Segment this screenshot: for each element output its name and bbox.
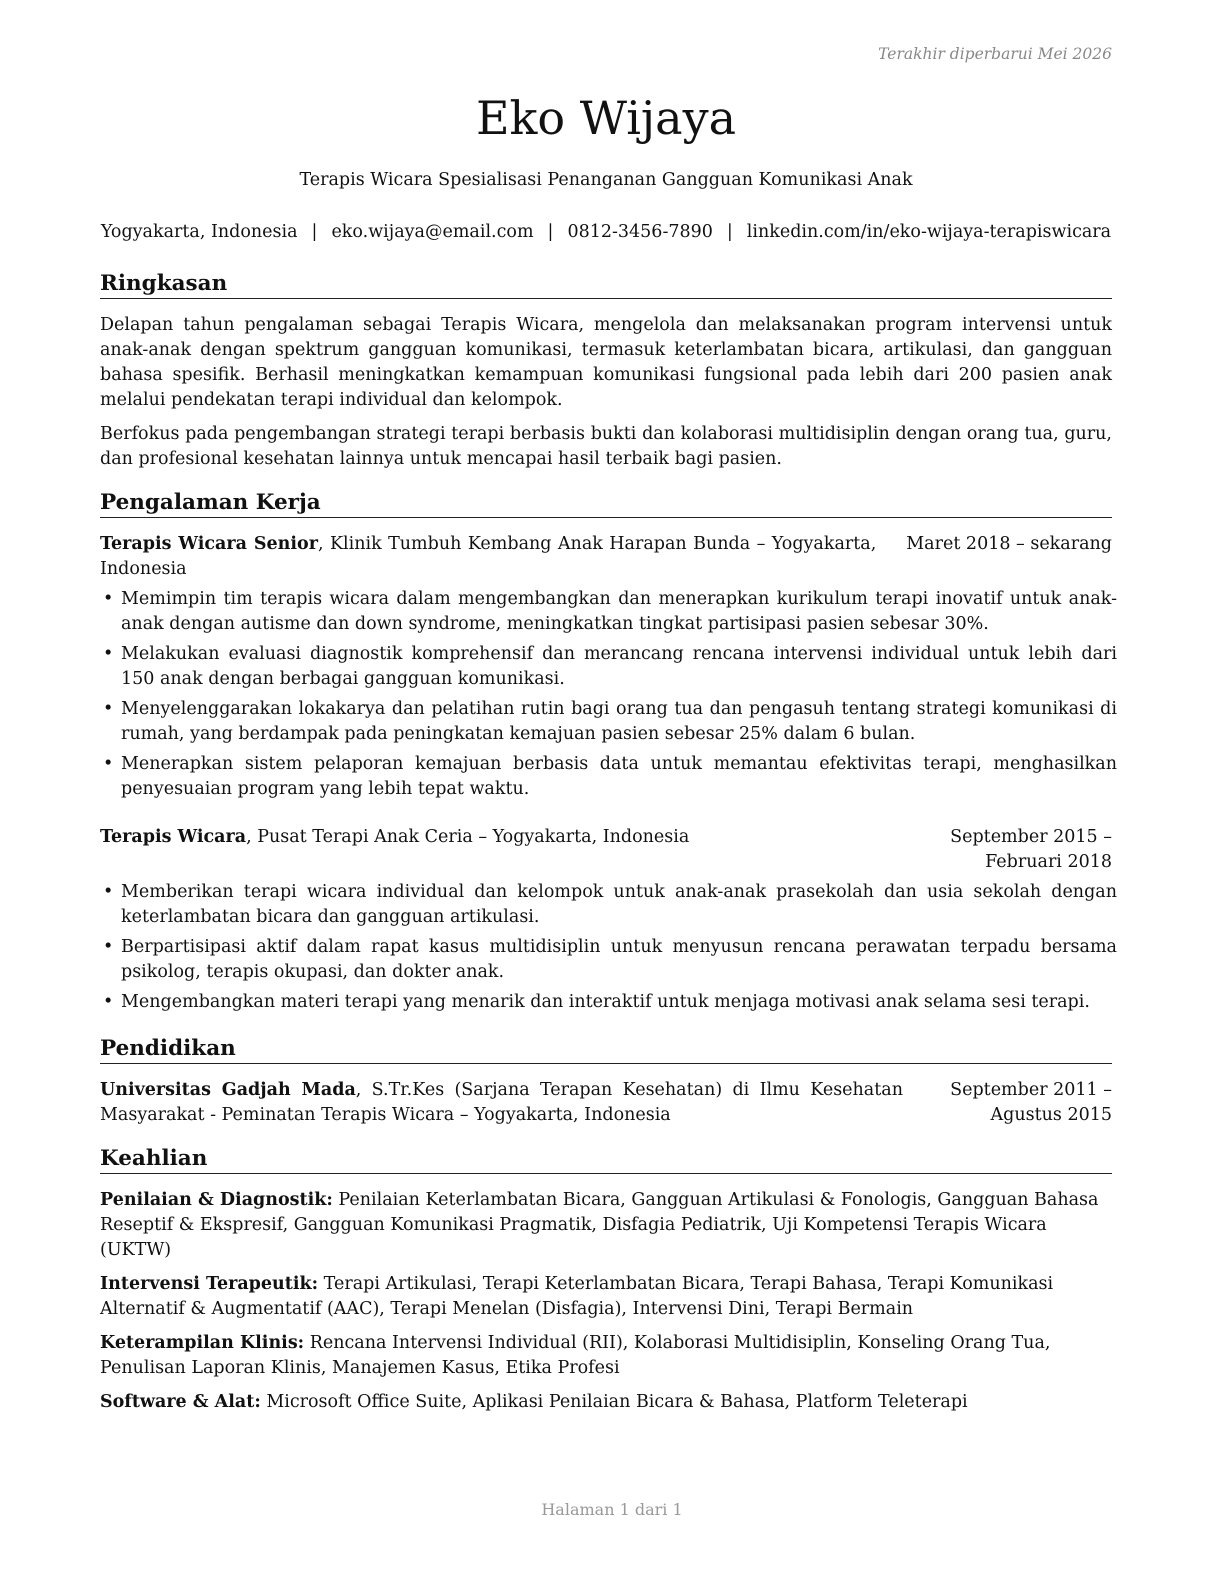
candidate-name: Eko Wijaya (475, 91, 737, 145)
summary-paragraph: Delapan tahun pengalaman sebagai Terapis Wicara, mengelola dan melaksanakan program intervensi untuk anak-anak dengan spektrum gangguan komunikasi, termasuk keterlambatan bicara, artikulasi, dan gangguan bahasa spesifik. Berhasil meningkatkan kemampuan komunikasi fungsional pada lebih dari 200 pasien anak melalui pendekatan terapi individual dan kelompok. (100, 315, 1112, 410)
contact-separator: | (547, 222, 554, 242)
bullet-text: Memberikan terapi wicara individual dan kelompok untuk anak-anak prasekolah dan usia sekolah dengan keterlambatan bicara dan gangguan artikulasi. (121, 882, 1117, 927)
skill-group (100, 1331, 1112, 1381)
job-bullet (100, 935, 1117, 985)
bullet-icon: • (103, 589, 114, 609)
education-dates: September 2011 – Agustus 2015 (950, 1080, 1112, 1125)
contact-phone[interactable]: 0812-3456-7890 (567, 222, 713, 242)
candidate-headline: Terapis Wicara Spesialisasi Penanganan Gangguan Komunikasi Anak (299, 170, 913, 190)
bullet-icon: • (103, 882, 114, 902)
skill-group-label: Intervensi Terapeutik: (100, 1274, 319, 1294)
job-bullet (100, 587, 1117, 637)
education-school: Universitas Gadjah Mada (100, 1080, 356, 1100)
job-bullet (100, 697, 1117, 747)
job-header (100, 532, 1112, 582)
summary-paragraph: Berfokus pada pengembangan strategi terapi berbasis bukti dan kolaborasi multidisiplin dengan orang tua, guru, dan profesional kesehatan lainnya untuk mencapai hasil terbaik bagi pasien. (100, 424, 1112, 469)
job-bullet (100, 642, 1117, 692)
skill-group-items: Rencana Intervensi Individual (RII), Kolaborasi Multidisiplin, Konseling Orang Tua, Penulisan Laporan Klinis, Manajemen Kasus, Etika Profesi (100, 1333, 1051, 1378)
skill-group (100, 1272, 1112, 1322)
contact-linkedin[interactable]: linkedin.com/in/eko-wijaya-terapiswicara (746, 222, 1112, 242)
contact-separator: | (311, 222, 318, 242)
job-bullet (100, 752, 1117, 802)
last-updated-note: Terakhir diperbarui Mei 2026 (878, 45, 1112, 63)
education-degree: , S.Tr.Kes (Sarjana Terapan Kesehatan) di Ilmu Kesehatan Masyarakat - Peminatan Terapis Wicara – Yogyakarta, Indonesia (100, 1080, 903, 1125)
job-bullet (100, 880, 1117, 930)
bullet-icon: • (103, 937, 114, 957)
job-organization: , Pusat Terapi Anak Ceria – Yogyakarta, Indonesia (246, 827, 690, 847)
contact-separator: | (726, 222, 733, 242)
section-title-skills: Keahlian (100, 1145, 1112, 1174)
job-bullets (100, 880, 1117, 1015)
skill-group-label: Keterampilan Klinis: (100, 1333, 305, 1353)
bullet-icon: • (103, 754, 114, 774)
bullet-icon: • (103, 644, 114, 664)
job-entry (100, 532, 1117, 802)
job-role: Terapis Wicara (100, 827, 247, 847)
skills-section (100, 1145, 1112, 1415)
skill-group-label: Software & Alat: (100, 1392, 261, 1412)
section-title-education: Pendidikan (100, 1035, 1112, 1064)
education-entry (100, 1078, 1112, 1128)
job-dates: September 2015 – Februari 2018 (950, 827, 1112, 872)
bullet-text: Melakukan evaluasi diagnostik komprehensif dan merancang rencana intervensi individual untuk lebih dari 150 anak dengan berbagai gangguan komunikasi. (121, 644, 1117, 689)
skill-group (100, 1390, 1112, 1415)
bullet-text: Mengembangkan materi terapi yang menarik dan interaktif untuk menjaga motivasi anak selama sesi terapi. (121, 992, 1090, 1012)
contact-line (100, 220, 1112, 244)
education-title-line (100, 1078, 903, 1128)
page-number: Halaman 1 dari 1 (541, 1500, 683, 1519)
skill-group-label: Penilaian & Diagnostik: (100, 1190, 333, 1210)
contact-email[interactable]: eko.wijaya@email.com (331, 222, 534, 242)
job-title-line (100, 825, 842, 875)
job-entry (100, 825, 1117, 1015)
bullet-icon: • (103, 699, 114, 719)
section-title-summary: Ringkasan (100, 270, 1112, 299)
bullet-text: Berpartisipasi aktif dalam rapat kasus multidisiplin untuk menyusun rencana perawatan terpadu bersama psikolog, terapis okupasi, dan dokter anak. (121, 937, 1117, 982)
job-title-line (100, 532, 876, 582)
bullet-icon: • (103, 992, 114, 1012)
contact-location: Yogyakarta, Indonesia (100, 222, 298, 242)
section-title-experience: Pengalaman Kerja (100, 489, 1112, 518)
job-bullets (100, 587, 1117, 802)
summary-section (100, 270, 1112, 472)
education-section (100, 1035, 1112, 1128)
job-dates: Maret 2018 – sekarang (906, 534, 1112, 554)
skill-group-items: Microsoft Office Suite, Aplikasi Penilaian Bicara & Bahasa, Platform Teleterapi (260, 1392, 968, 1412)
bullet-text: Memimpin tim terapis wicara dalam mengembangkan dan menerapkan kurikulum terapi inovatif untuk anak-anak dengan autisme dan down syndrome, meningkatkan tingkat partisipasi pasien sebesar 30%. (121, 589, 1117, 634)
skill-group-items: Penilaian Keterlambatan Bicara, Gangguan Artikulasi & Fonologis, Gangguan Bahasa Reseptif & Ekspresif, Gangguan Komunikasi Pragmatik, Disfagia Pediatrik, Uji Kompetensi Terapis Wicara (UKTW) (100, 1190, 1099, 1260)
job-header (100, 825, 1112, 875)
skill-group-items: Terapi Artikulasi, Terapi Keterlambatan Bicara, Terapi Bahasa, Terapi Komunikasi Alternatif & Augmentatif (AAC), Terapi Menelan (Disfagia), Intervensi Dini, Terapi Bermain (100, 1274, 1054, 1319)
bullet-text: Menyelenggarakan lokakarya dan pelatihan rutin bagi orang tua dan pengasuh tentang strategi komunikasi di rumah, yang berdampak pada peningkatan kemajuan pasien sebesar 25% dalam 6 bulan. (121, 699, 1117, 744)
job-role: Terapis Wicara Senior (100, 534, 318, 554)
job-organization: , Klinik Tumbuh Kembang Anak Harapan Bunda – Yogyakarta, Indonesia (100, 534, 877, 579)
bullet-text: Menerapkan sistem pelaporan kemajuan berbasis data untuk memantau efektivitas terapi, menghasilkan penyesuaian program yang lebih tepat waktu. (121, 754, 1117, 799)
skill-group (100, 1188, 1112, 1263)
experience-section (100, 489, 1117, 1015)
job-bullet (100, 990, 1117, 1015)
